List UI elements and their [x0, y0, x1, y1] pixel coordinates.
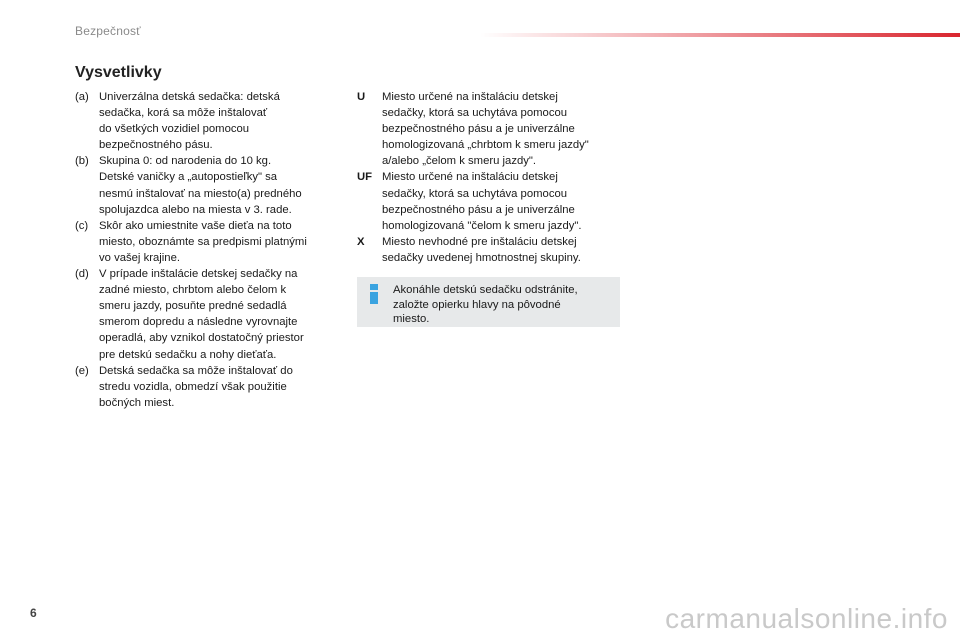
legend-marker: (b)	[75, 155, 89, 168]
legend-left-column	[75, 89, 335, 411]
header-divider	[480, 33, 960, 37]
legend-marker: (e)	[75, 364, 89, 377]
section-title: Bezpečnosť	[75, 24, 141, 38]
info-note-text: Akonáhle detskú sedačku odstránite, založte opierku hlavy na pôvodné miesto.	[393, 284, 578, 325]
legend-item-a	[75, 89, 335, 153]
legend-text: Miesto nevhodné pre inštaláciu detskej sedačky uvedenej hmotnostnej skupiny.	[382, 235, 581, 264]
legend-code: UF	[357, 171, 373, 184]
info-icon	[370, 284, 378, 302]
legend-text: Miesto určené na inštaláciu detskej sedačky, ktorá sa uchytáva pomocou bezpečnostného pásu a je univerzálne homologizovaná "čelom k smeru jazdy".	[382, 171, 582, 232]
legend-text: V prípade inštalácie detskej sedačky na zadné miesto, chrbtom alebo čelom k smeru jazdy, posuňte predné sedadlá smerom dopredu a následne vyrovnajte operadlá, aby vznikol dostatočný priestor pre detskú sedačku a nohy dieťaťa.	[99, 268, 304, 361]
legend-right-column	[357, 89, 627, 266]
legend-item-c	[75, 218, 335, 266]
legend-code: X	[357, 235, 365, 248]
legend-item-b	[75, 153, 335, 217]
legend-code: U	[357, 91, 366, 103]
page-heading: Vysvetlivky	[75, 64, 162, 81]
legend-item-x	[357, 234, 627, 266]
legend-item-e	[75, 363, 335, 411]
legend-text: Skôr ako umiestnite vaše dieťa na toto miesto, oboznámte sa predpismi platnými vo vašej krajine.	[99, 219, 307, 264]
legend-text: Skupina 0: od narodenia do 10 kg. Detské vaničky a „autopostieľky" sa nesmú inštalovať na miesto(a) predného spolujazdca alebo na miesta v 3. rade.	[99, 155, 302, 216]
legend-text: Miesto určené na inštaláciu detskej sedačky, ktorá sa uchytáva pomocou bezpečnostného pásu a je univerzálne homologizovaná „chrbtom k smeru jazdy" a/alebo „čelom k smeru jazdy".	[382, 91, 589, 168]
legend-marker: (c)	[75, 219, 89, 232]
legend-marker: (d)	[75, 268, 89, 281]
legend-item-d	[75, 266, 335, 363]
legend-text: Detská sedačka sa môže inštalovať do stredu vozidla, obmedzí však použitie bočných miest.	[99, 364, 293, 409]
legend-text: Univerzálna detská sedačka: detská sedačka, korá sa môže inštalovať do všetkých vozidiel pomocou bezpečnostného pásu.	[99, 91, 280, 152]
legend-item-uf	[357, 169, 627, 233]
legend-item-u	[357, 89, 627, 169]
legend-marker: (a)	[75, 91, 89, 103]
watermark: carmanualsonline.info	[665, 603, 948, 634]
info-note	[357, 277, 620, 327]
page-number: 6	[30, 606, 37, 620]
